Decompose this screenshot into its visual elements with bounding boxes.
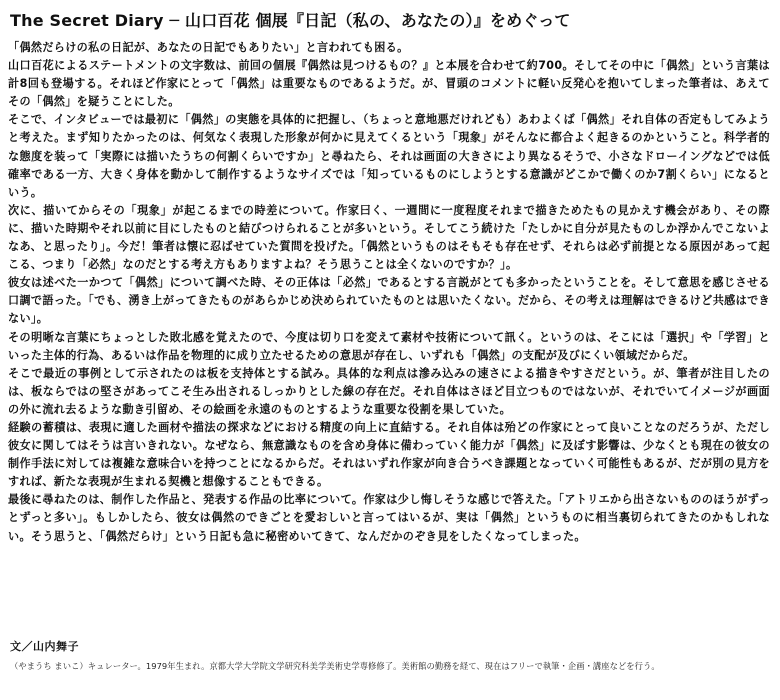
article-paragraph: 最後に尋ねたのは、制作した作品と、発表する作品の比率について。作家は少し悔しそうな感じで答えた。「アトリエから出さないもののほうがずっとずっと多い」。もしかしたら、彼女は偶然のできごとを愛おしいと言ってはいるが、実は「偶然」というものに相当裏切られてきたのかもしれない。そう思うと、「偶然だらけ」という日記も急に秘密めいてきて、なんだかのぞき見をしたくなってしまった。 bbox=[8, 493, 770, 543]
article-paragraph: 彼女は述べた一かつて「偶然」について調べた時、その正体は「必然」であるとする言説がとても多かったということを。そして意思を感じさせる口調で語った。「でも、湧き上がってきたものがあらかじめ決められていたものとは思いたくない。だから、その考えは理解はできるけど共感はできない」。 bbox=[8, 276, 770, 326]
article-paragraph: 次に、描いてからその「現象」が起こるまでの時差について。作家曰く、一週間に一度程度それまで描きためたもの見かえす機会があり、その際に、描いた時期やそれ以前に目にしたものと結びつけられることが多いという。そしてこう続けた「たしかに自分が見たものしか浮かんでこないよなあ、と思ったり」。今だ！筆者は懐に忍ばせていた質問を投げた。「偶然というものはそもそも存在せず、それらは必ず前提となる原因があって起こる、つまり「必然」なのだとする考え方もありますよね？そう思うことは全くないのですか？」。 bbox=[8, 203, 770, 272]
article-paragraph: 山口百花によるステートメントの文字数は、前回の個展『偶然は見つけるもの？』と本展を合わせて約700。そしてその中に「偶然」という言葉は計8回も登場する。それほど作家にとって「偶然」は重要なものであるようだ。が、冒頭のコメントに軽い反発心を抱いてしまった筆者は、あえてその「偶然」を疑うことにした。 bbox=[8, 59, 770, 109]
article-body bbox=[8, 39, 770, 546]
article-paragraph: 経験の蓄積は、表現に適した画材や描法の探求などにおける精度の向上に直結する。それ自体は殆どの作家にとって良いことなのだろうが、ただし彼女に関してはそうは言いきれない。なぜなら、無意識なものを含め身体に備わっていく能力が「偶然」に及ぼす影響は、少なくとも現在の彼女の制作手法に対しては複雑な意味合いを持つことになるからだ。それはいずれ作家が向き合うべき課題となっていく可能性もあるが、だが別の見方をすれば、新たな表現が生まれる契機と想像することもできる。 bbox=[8, 420, 770, 489]
article-paragraph: 「偶然だらけの私の日記が、あなたの日記でもありたい」と言われても困る。 bbox=[8, 41, 409, 54]
author-bio: （やまうち まいこ）キュレーター。1979年生まれ。京都大学大学院文学研究科美学美術史学専修修了。美術館の勤務を経て、現在はフリーで執筆・企画・講座などを行う。 bbox=[10, 661, 660, 671]
article-paragraph: そこで最近の事例として示されたのは板を支持体とする試み。具体的な利点は滲み込みの速さによる描きやすさだという。が、筆者が注目したのは、板ならではの堅さがあってこそ生み出されるしっかりとした線の存在だ。それ自体はさほど目立つものではないが、それでいてイメージが画面の外に流れ去るような動き引留め、その絵画を永遠のものとするような重要な役割を果していた。 bbox=[8, 366, 770, 416]
article-paragraph: その明晰な言葉にちょっとした敗北感を覚えたので、今度は切り口を変えて素材や技術について訊く。というのは、そこには「選択」や「学習」といった主体的行為、あるいは作品を物理的に成り立たせるための意思が存在し、いずれも「偶然」の支配が及びにくい領域だからだ。 bbox=[8, 330, 770, 362]
article-paragraph: そこで、インタビューでは最初に「偶然」の実態を具体的に把握し、（ちょっと意地悪だけれども）あわよくば「偶然」それ自体の否定もしてみようと考えた。まず知りたかったのは、何気なく表現した形象が何かに見えてくるという「現象」がそんなに都合よく起きるのかということ。科学者的な態度を装って「実際には描いたうちの何割くらいですか」と尋ねたら、それは画面の大きさにより異なるそうで、小さなドローイングなどでは低確率である一方、大きく身体を動かして制作するようなサイズでは「知っているものにしようとする意識がどこかで働くのか7割くらい」になるという。 bbox=[8, 113, 770, 199]
article-title: The Secret Diary ─ 山口百花 個展『日記（私の、あなたの）』をめぐって bbox=[10, 11, 571, 30]
author-byline: 文／山内舞子 bbox=[10, 640, 79, 653]
